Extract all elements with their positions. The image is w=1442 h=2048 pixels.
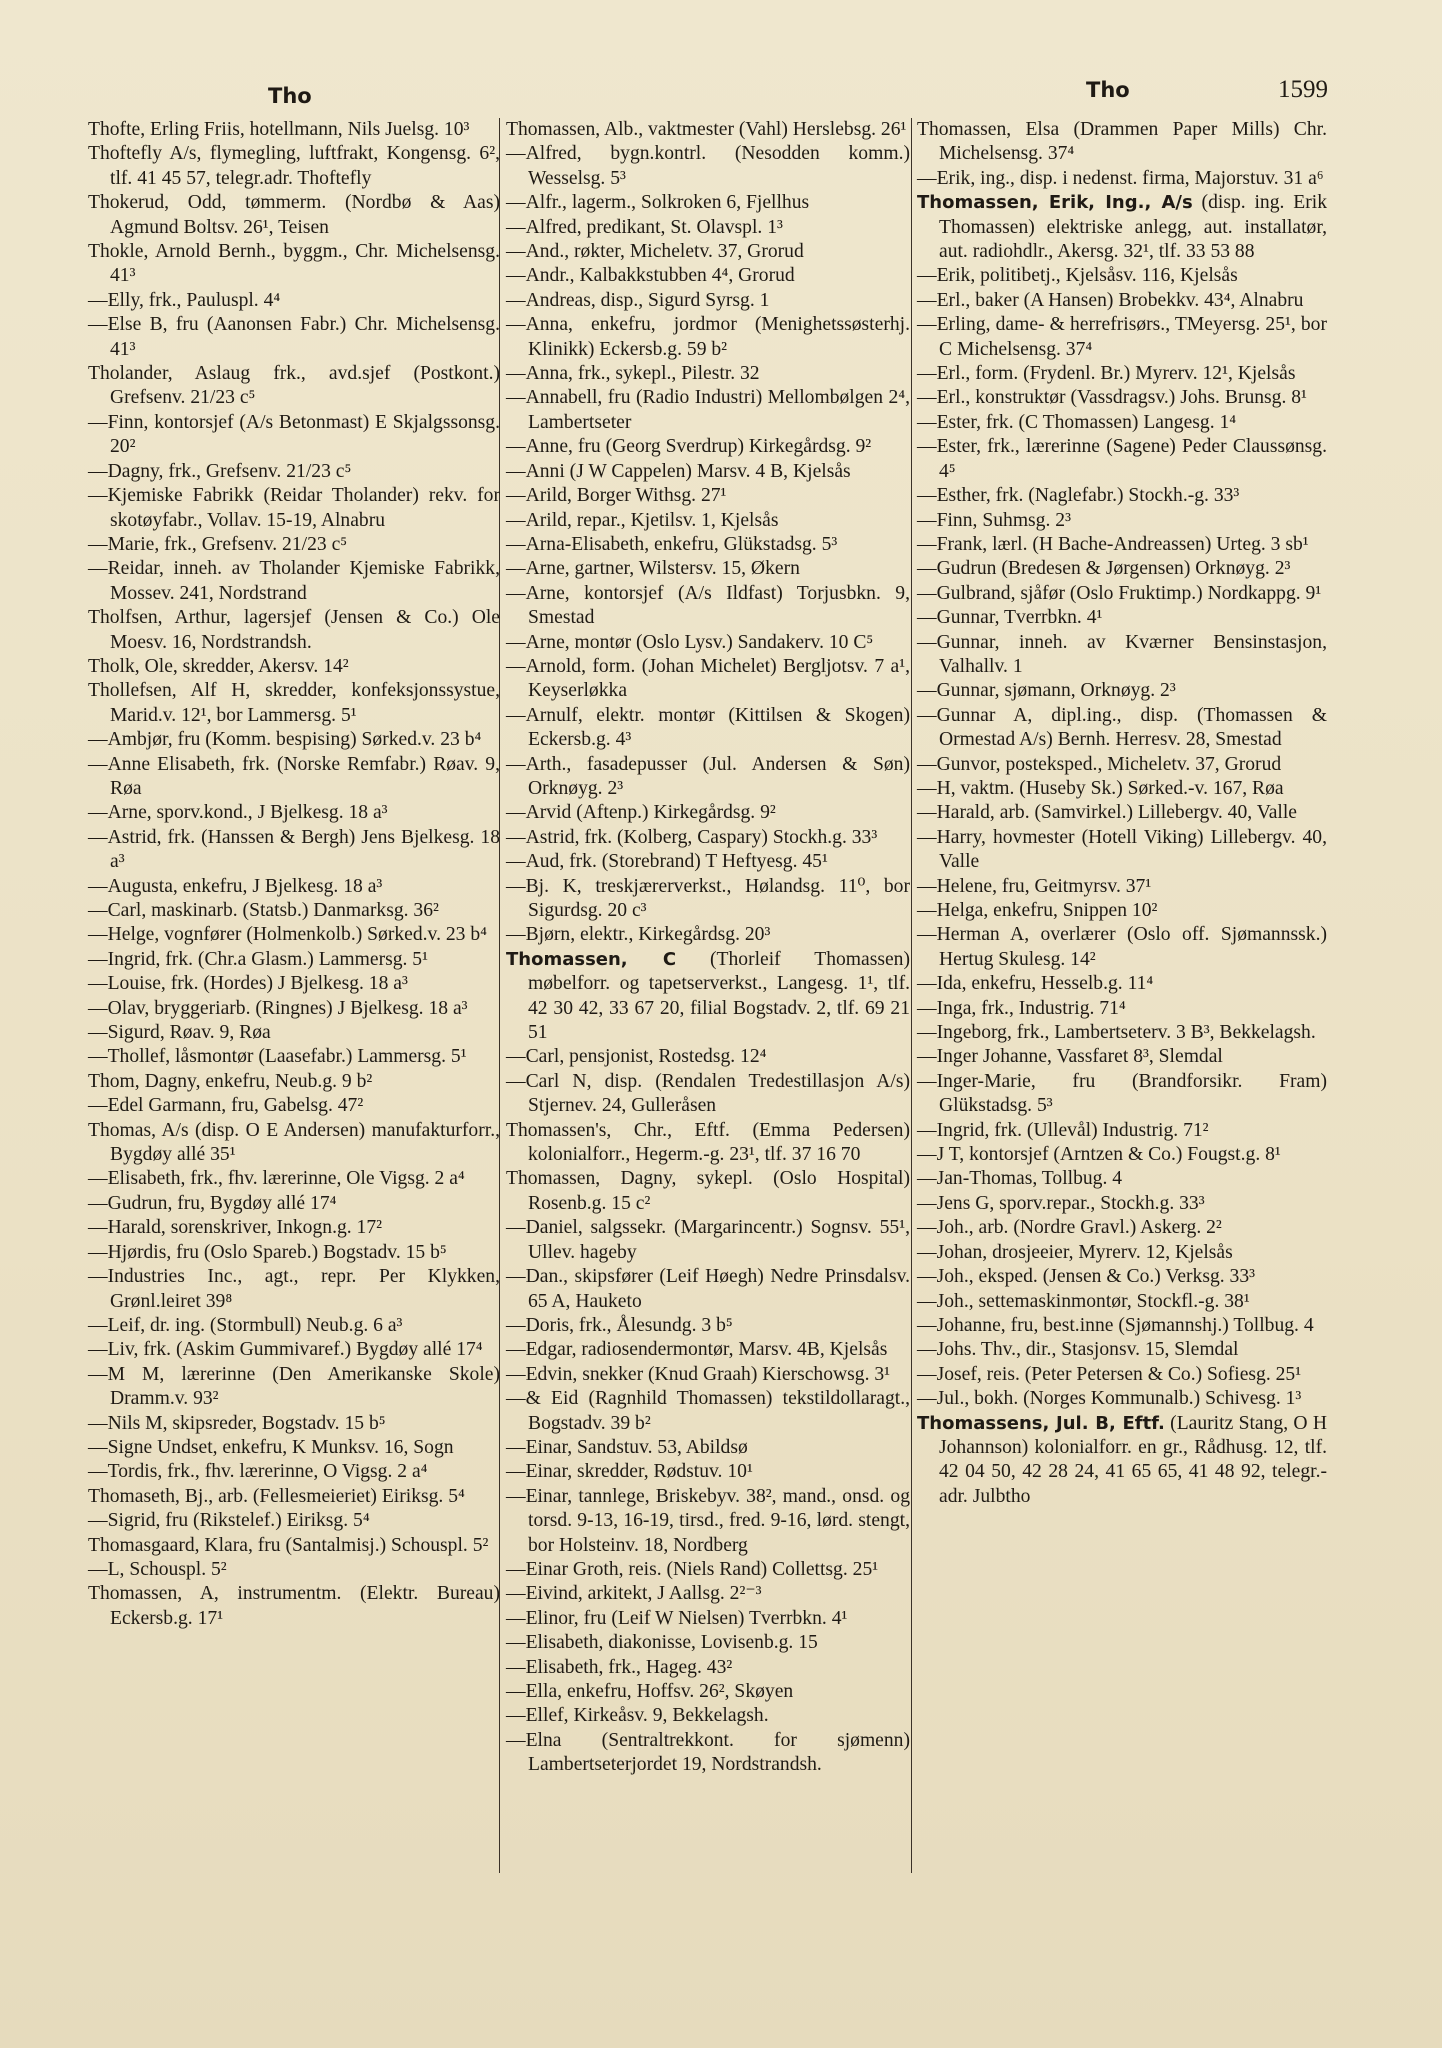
directory-entry: —Arild, repar., Kjetilsv. 1, Kjelsås [506,509,779,531]
directory-entry: —Ester, frk., lærerinne (Sagene) Peder Claussønsg. 4⁵ [917,436,1327,482]
directory-entry: —Johanne, fru, best.inne (Sjømannshj.) Tollbug. 4 [917,1314,1314,1336]
directory-entry: —Gunvor, posteksped., Micheletv. 37, Grorud [917,753,1282,775]
directory-entry: —Sigurd, Røav. 9, Røa [88,1022,271,1044]
directory-entry: —Reidar, inneh. av Tholander Kjemiske Fabrikk, Mossev. 241, Nordstrand [88,558,500,604]
directory-entry: —Augusta, enkefru, J Bjelkesg. 18 a³ [88,875,383,897]
directory-entry: —Joh., eksped. (Jensen & Co.) Verksg. 33³ [917,1266,1256,1288]
directory-entry: —Joh., arb. (Nordre Gravl.) Askerg. 2² [917,1217,1222,1239]
directory-entry: —Johs. Thv., dir., Stasjonsv. 15, Slemdal [917,1339,1239,1361]
directory-entry: —Gunnar, sjømann, Orknøyg. 2³ [917,680,1176,702]
directory-entry: —Einar, skredder, Rødstuv. 10¹ [506,1461,753,1483]
directory-entry: Thollefsen, Alf H, skredder, konfeksjonssystue, Marid.v. 12¹, bor Lammersg. 5¹ [88,680,500,726]
directory-entry: —Arnold, form. (Johan Michelet) Bergljotsv. 7 a¹, Keyserløkka [506,655,910,702]
directory-entry: —Daniel, salgssekr. (Margarincentr.) Sognsv. 55¹, Ullev. hageby [506,1217,910,1263]
directory-entry: —Hjørdis, fru (Oslo Spareb.) Bogstadv. 15 b⁵ [88,1241,447,1263]
page-header [0,76,1442,116]
directory-entry: —Arild, Borger Withsg. 27¹ [506,485,727,507]
directory-entry: —Doris, frk., Ålesundg. 3 b⁵ [506,1314,733,1336]
directory-entry: —Anni (J W Cappelen) Marsv. 4 B, Kjelsås [506,460,851,482]
directory-entry: —Elna (Sentraltrekkont. for sjømenn) Lambertseterjordet 19, Nordstrandsh. [506,1729,910,1776]
directory-entry: —Arna-Elisabeth, enkefru, Glükstadsg. 5³ [506,533,838,555]
directory-entry: —Astrid, frk. (Hanssen & Bergh) Jens Bjelkesg. 18 a³ [88,826,500,873]
directory-entry: —Gudrun, fru, Bygdøy allé 17⁴ [88,1192,337,1214]
directory-entry: —Inger Johanne, Vassfaret 8³, Slemdal [917,1046,1223,1068]
directory-entry: Thomassen, C (Thorleif Thomassen) møbelforr. og tapetserverkst., Langesg. 1¹, tlf. 42 30 42, 33 67 20, filial Bogstadv. 2, tlf. 69 21 51 [506,948,910,1044]
directory-entry: Thomaseth, Bj., arb. (Fellesmeieriet) Eiriksg. 5⁴ [88,1485,465,1507]
directory-entry: —& Eid (Ragnhild Thomassen) tekstildollaragt., Bogstadv. 39 b² [506,1388,910,1434]
directory-entry: —Anna, frk., sykepl., Pilestr. 32 [506,363,760,385]
directory-entry: —L, Schouspl. 5² [88,1558,227,1580]
directory-entry: —Joh., settemaskinmontør, Stockfl.-g. 38¹ [917,1290,1250,1312]
directory-entry: —Jens G, sporv.repar., Stockh.g. 33³ [917,1192,1205,1214]
directory-entry: —Bjørn, elektr., Kirkegårdsg. 20³ [506,924,771,946]
directory-entry: —Ellef, Kirkeåsv. 9, Bekkelagsh. [506,1705,769,1727]
directory-entry: Thomassen, Elsa (Drammen Paper Mills) Chr. Michelsensg. 37⁴ [917,119,1327,165]
directory-entry: —Alfred, predikant, St. Olavspl. 1³ [506,216,783,238]
directory-entry: —Erl., baker (A Hansen) Brobekkv. 43⁴, Alnabru [917,289,1304,311]
directory-entry: —Leif, dr. ing. (Stormbull) Neub.g. 6 a³ [88,1314,403,1336]
directory-entry: —Alfred, bygn.kontrl. (Nesodden komm.) Wesselsg. 5³ [506,143,910,189]
directory-entry: —Alfr., lagerm., Solkroken 6, Fjellhus [506,192,810,214]
directory-entry: —Kjemiske Fabrikk (Reidar Tholander) rekv. for skotøyfabr., Vollav. 15-19, Alnabru [88,485,500,531]
directory-entry: Thokerud, Odd, tømmerm. (Nordbø & Aas) Agmund Boltsv. 26¹, Teisen [88,192,500,238]
directory-entry: —Olav, bryggeriarb. (Ringnes) J Bjelkesg. 18 a³ [88,997,468,1019]
column-divider [911,118,912,1873]
directory-entry: —H, vaktm. (Huseby Sk.) Sørked.-v. 167, Røa [917,777,1284,799]
entry-heading: Thomassens, Jul. B, Eftf. [917,1412,1165,1434]
directory-entry: —Gunnar, Tverrbkn. 4¹ [917,607,1103,629]
directory-entry: —Ingeborg, frk., Lambertseterv. 3 B³, Bekkelagsh. [917,1022,1316,1044]
directory-column-3 [917,118,1327,1878]
entry-heading: Thomassen, C [506,948,677,970]
directory-entry: Thomassen, Erik, Ing., A/s (disp. ing. Erik Thomassen) elektriske anlegg, aut. installatør, aut. radiohdlr., Akersg. 32¹, tlf. 33 53 88 [917,192,1327,263]
directory-entry: —Carl, maskinarb. (Statsb.) Danmarksg. 36² [88,900,439,921]
directory-entry: —Ester, frk. (C Thomassen) Langesg. 1⁴ [917,411,1237,433]
directory-entry: —Anne Elisabeth, frk. (Norske Remfabr.) Røav. 9, Røa [88,753,500,799]
directory-entry: —Ingrid, frk. (Ullevål) Industrig. 71² [917,1119,1209,1141]
directory-entry: Thoftefly A/s, flymegling, luftfrakt, Kongensg. 6², tlf. 41 45 57, telegr.adr. Thoftefly [88,143,500,189]
directory-entry: —Finn, Suhmsg. 2³ [917,509,1071,531]
directory-entry: Thomasgaard, Klara, fru (Santalmisj.) Schouspl. 5² [88,1534,489,1556]
directory-entry: —J T, kontorsjef (Arntzen & Co.) Fougst.g. 8¹ [917,1144,1281,1166]
header-right-keyword: Tho [1086,78,1130,102]
directory-entry: —Edgar, radiosendermontør, Marsv. 4B, Kjelsås [506,1339,888,1361]
directory-entry: —Tordis, frk., fhv. lærerinne, O Vigsg. 2 a⁴ [88,1461,428,1483]
directory-entry: —Bj. K, treskjærerverkst., Hølandsg. 11⁰, bor Sigurdsg. 20 c³ [506,875,910,921]
directory-entry: —Elly, frk., Pauluspl. 4⁴ [88,289,281,311]
directory-entry: —Else B, fru (Aanonsen Fabr.) Chr. Michelsensg. 41³ [88,314,500,360]
directory-entry: —Aud, frk. (Storebrand) T Heftyesg. 45¹ [506,851,828,873]
directory-entry: —Gulbrand, sjåfør (Oslo Fruktimp.) Nordkappg. 9¹ [917,582,1322,604]
directory-entry: —Johan, drosjeeier, Myrerv. 12, Kjelsås [917,1241,1233,1263]
directory-entry: —Erik, politibetj., Kjelsåsv. 116, Kjelsås [917,265,1238,287]
directory-entry: Thomassen, A, instrumentm. (Elektr. Bureau) Eckersb.g. 17¹ [88,1583,500,1629]
directory-entry: —Arvid (Aftenp.) Kirkegårdsg. 9² [506,802,776,824]
directory-entry: —Nils M, skipsreder, Bogstadv. 15 b⁵ [88,1412,386,1434]
directory-entry: Thomassen's, Chr., Eftf. (Emma Pedersen) kolonialforr., Hegerm.-g. 23¹, tlf. 37 16 70 [506,1119,910,1166]
directory-entry: —Arne, kontorsjef (A/s Ildfast) Torjusbkn. 9, Smestad [506,582,910,629]
directory-entry: —Sigrid, fru (Rikstelef.) Eiriksg. 5⁴ [88,1510,370,1532]
directory-entry: —Einar Groth, reis. (Niels Rand) Collettsg. 25¹ [506,1558,879,1580]
directory-entry: —Erling, dame- & herrefrisørs., TMeyersg. 25¹, bor C Michelsensg. 37⁴ [917,314,1327,360]
directory-entry: —M M, lærerinne (Den Amerikanske Skole) Dramm.v. 93² [88,1363,500,1410]
directory-entry: —Frank, lærl. (H Bache-Andreassen) Urteg. 3 sb¹ [917,533,1309,555]
directory-entry: —Elinor, fru (Leif W Nielsen) Tverrbkn. 4¹ [506,1607,848,1629]
directory-entry: —Finn, kontorsjef (A/s Betonmast) E Skjalgssonsg. 20² [88,411,500,458]
directory-entry: —Andr., Kalbakkstubben 4⁴, Grorud [506,265,795,287]
header-left-keyword: Tho [268,84,312,108]
directory-entry: —Dagny, frk., Grefsenv. 21/23 c⁵ [88,460,352,482]
directory-entry: —Arne, gartner, Wilstersv. 15, Økern [506,558,800,580]
directory-column-2 [506,118,910,1878]
directory-entry: —Einar, Sandstuv. 53, Abildsø [506,1436,748,1458]
entry-heading: Thomassen, Erik, Ing., A/s [917,192,1193,214]
directory-entry: —Andreas, disp., Sigurd Syrsg. 1 [506,289,770,311]
directory-entry: —Edvin, snekker (Knud Graah) Kierschowsg. 3¹ [506,1363,891,1385]
directory-entry: —Dan., skipsfører (Leif Høegh) Nedre Prinsdalsv. 65 A, Hauketo [506,1266,910,1312]
directory-entry: —Eivind, arkitekt, J Aallsg. 2²⁻³ [506,1583,762,1605]
directory-entry: —Liv, frk. (Askim Gummivaref.) Bygdøy allé 17⁴ [88,1339,483,1361]
directory-entry: —Erl., form. (Frydenl. Br.) Myrerv. 12¹, Kjelsås [917,363,1296,385]
directory-entry: —Elisabeth, frk., Hageg. 43² [506,1656,733,1678]
directory-entry: —Jul., bokh. (Norges Kommunalb.) Schivesg. 1³ [917,1388,1302,1410]
directory-entry: Tholfsen, Arthur, lagersjef (Jensen & Co.) Ole Moesv. 16, Nordstrandsh. [88,607,500,653]
directory-entry: —Inger-Marie, fru (Brandforsikr. Fram) Glükstadsg. 5³ [917,1070,1327,1117]
directory-entry: —Carl, pensjonist, Rostedsg. 12⁴ [506,1046,767,1068]
directory-entry: —Arne, montør (Oslo Lysv.) Sandakerv. 10 C⁵ [506,631,874,653]
directory-entry: —Einar, tannlege, Briskebyv. 38², mand., onsd. og torsd. 9-13, 16-19, tirsd., fred. 9-16, lørd. stengt, bor Holsteinv. 18, Nordberg [506,1485,910,1556]
directory-entry: Thokle, Arnold Bernh., byggm., Chr. Michelsensg. 41³ [88,241,500,287]
directory-entry: Thom, Dagny, enkefru, Neub.g. 9 b² [88,1070,373,1092]
directory-entry: —Annabell, fru (Radio Industri) Mellombølgen 2⁴, Lambertseter [506,387,910,433]
directory-entry: Tholander, Aslaug frk., avd.sjef (Postkont.) Grefsenv. 21/23 c⁵ [88,363,500,409]
directory-entry: —Ida, enkefru, Hesselb.g. 11⁴ [917,973,1154,995]
directory-entry: —Astrid, frk. (Kolberg, Caspary) Stockh.g. 33³ [506,826,878,848]
directory-entry: —Industries Inc., agt., repr. Per Klykken, Grønl.leiret 39⁸ [88,1266,500,1312]
directory-entry: —Helge, vognfører (Holmenkolb.) Sørked.v. 23 b⁴ [88,924,487,946]
directory-entry: Thomas, A/s (disp. O E Andersen) manufakturforr., Bygdøy allé 35¹ [88,1119,500,1166]
directory-entry: —Edel Garmann, fru, Gabelsg. 47² [88,1095,364,1117]
directory-entry: —Anna, enkefru, jordmor (Menighetssøsterhj. Klinikk) Eckersb.g. 59 b² [506,314,910,360]
directory-entry: —Anne, fru (Georg Sverdrup) Kirkegårdsg. 9² [506,436,872,458]
directory-entry: —Ingrid, frk. (Chr.a Glasm.) Lammersg. 5¹ [88,948,428,970]
directory-entry: —Arnulf, elektr. montør (Kittilsen & Skogen) Eckersb.g. 4³ [506,704,910,751]
directory-entry: Thomassen, Dagny, sykepl. (Oslo Hospital) Rosenb.g. 15 c² [506,1168,910,1214]
directory-entry: —Thollef, låsmontør (Laasefabr.) Lammersg. 5¹ [88,1046,467,1068]
directory-entry: —Ella, enkefru, Hoffsv. 26², Skøyen [506,1681,794,1702]
directory-entry: —Inga, frk., Industrig. 71⁴ [917,997,1126,1019]
directory-entry: —Harald, arb. (Samvirkel.) Lillebergv. 40, Valle [917,802,1297,824]
directory-entry: —Elisabeth, frk., fhv. lærerinne, Ole Vigsg. 2 a⁴ [88,1168,465,1190]
directory-entry: —Esther, frk. (Naglefabr.) Stockh.-g. 33³ [917,485,1240,507]
directory-entry: —Arth., fasadepusser (Jul. Andersen & Søn) Orknøyg. 2³ [506,753,910,799]
directory-entry: —Harald, sorenskriver, Inkogn.g. 17² [88,1217,383,1239]
directory-entry: —Gunnar, inneh. av Kværner Bensinstasjon, Valhallv. 1 [917,631,1327,677]
directory-column-1 [88,118,500,1878]
directory-entry: —Arne, sporv.kond., J Bjelkesg. 18 a³ [88,802,388,824]
directory-entry: —Elisabeth, diakonisse, Lovisenb.g. 15 [506,1632,818,1654]
directory-entry: —Erik, ing., disp. i nedenst. firma, Majorstuv. 31 a⁶ [917,167,1324,189]
directory-entry: —Helga, enkefru, Snippen 10² [917,900,1158,921]
directory-entry: —Helene, fru, Geitmyrsv. 37¹ [917,875,1152,897]
directory-entry: —Harry, hovmester (Hotell Viking) Lillebergv. 40, Valle [917,826,1327,873]
directory-entry: Thofte, Erling Friis, hotellmann, Nils Juelsg. 10³ [88,119,470,140]
page-number: 1599 [1278,76,1328,103]
directory-entry: —Herman A, overlærer (Oslo off. Sjømannssk.) Hertug Skulesg. 14² [917,924,1327,970]
directory-entry: Thomassen, Alb., vaktmester (Vahl) Herslebsg. 26¹ [506,119,907,140]
directory-entry: Tholk, Ole, skredder, Akersv. 14² [88,655,349,677]
directory-entry: —Ambjør, fru (Komm. bespising) Sørked.v. 23 b⁴ [88,729,482,751]
directory-entry: —Erl., konstruktør (Vassdragsv.) Johs. Brunsg. 8¹ [917,387,1307,409]
directory-entry: —Marie, frk., Grefsenv. 21/23 c⁵ [88,533,348,555]
directory-entry: —Louise, frk. (Hordes) J Bjelkesg. 18 a³ [88,973,408,995]
directory-entry: —Signe Undset, enkefru, K Munksv. 16, Sogn [88,1436,454,1458]
directory-entry: —Josef, reis. (Peter Petersen & Co.) Sofiesg. 25¹ [917,1363,1302,1385]
directory-entry: —Carl N, disp. (Rendalen Tredestillasjon A/s) Stjernev. 24, Gulleråsen [506,1070,910,1117]
directory-entry: —Gudrun (Bredesen & Jørgensen) Orknøyg. 2³ [917,558,1291,580]
directory-entry: —Gunnar A, dipl.ing., disp. (Thomassen & Ormestad A/s) Bernh. Herresv. 28, Smestad [917,704,1327,751]
directory-entry: —Jan-Thomas, Tollbug. 4 [917,1168,1123,1190]
directory-entry: Thomassens, Jul. B, Eftf. (Lauritz Stang, O H Johannson) kolonialforr. en gr., Rådhusg. 12, tlf. 42 04 50, 42 28 24, 41 65 65, 41 48 92, telegr.-adr. Julbtho [917,1412,1328,1507]
directory-entry: —And., røkter, Micheletv. 37, Grorud [506,241,804,263]
